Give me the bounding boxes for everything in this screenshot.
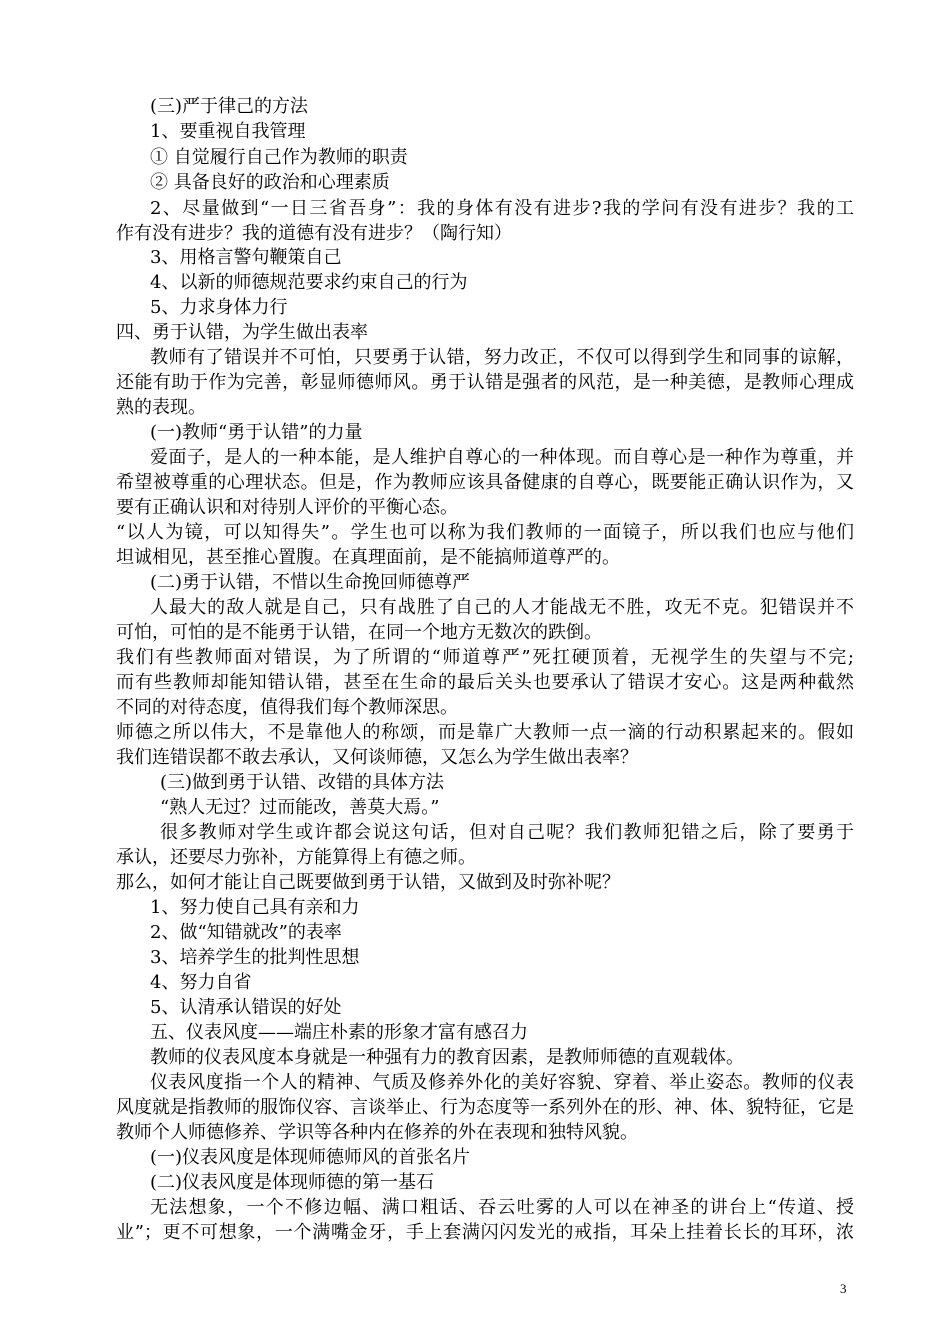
paragraph-line: 我们连错误都不敢去承认，又何谈师德，又怎么为学生做出表率？ (116, 747, 638, 768)
paragraph-line: 仪表风度指一个人的精神、气质及修养外化的美好容貌、穿着、举止姿态。教师的仪表 (150, 1072, 854, 1093)
paragraph-line: 作有没有进步？我的道德有没有进步？（陶行知） (116, 223, 512, 244)
list-item: 3、用格言警句鞭策自己 (150, 247, 342, 268)
paragraph-line: 教师的仪表风度本身就是一种强有力的教育因素，是教师师德的直观载体。 (150, 1047, 744, 1068)
list-item: 2、做“知错就改”的表率 (150, 922, 342, 943)
paragraph-line: 教师有了错误并不可怕，只要勇于认错，努力改正，不仅可以得到学生和同事的谅解， (150, 347, 854, 368)
list-item: 5、力求身体力行 (150, 297, 288, 318)
paragraph-line: 不同的对待态度，值得我们每个教师深思。 (116, 697, 458, 718)
paragraph-line: 我们有些教师面对错误，为了所谓的“师道尊严”死扛硬顶着，无视学生的失望与不完; (116, 647, 854, 668)
paragraph-line: 要有正确认识和对待别人评价的平衡心态。 (116, 497, 458, 518)
section-heading: (三)严于律己的方法 (150, 96, 309, 117)
quote-line: “熟人无过？过而能改，善莫大焉。” (160, 797, 440, 818)
list-item: 3、培养学生的批判性思想 (150, 947, 360, 968)
paragraph-line: 而有些教师却能知错认错，甚至在生命的最后关头也要承认了错误才安心。这是两种截然 (116, 672, 854, 693)
paragraph-line: 师德之所以伟大，不是靠他人的称颂，而是靠广大教师一点一滴的行动积累起来的。假如 (116, 722, 854, 743)
paragraph-line: 爱面子，是人的一种本能，是人维护自尊心的一种体现。而自尊心是一种作为尊重，并 (150, 447, 854, 468)
paragraph-line: 那么，如何才能让自己既要做到勇于认错，又做到及时弥补呢？ (116, 872, 620, 893)
list-item: ① 自觉履行自己作为教师的职责 (150, 147, 408, 168)
paragraph-line: “以人为镜，可以知得失”。学生也可以称为我们教师的一面镜子，所以我们也应与他们 (116, 522, 854, 543)
paragraph-line: 无法想象，一个不修边幅、满口粗话、吞云吐雾的人可以在神圣的讲台上“传道、授 (150, 1197, 854, 1218)
list-item: 5、认清承认错误的好处 (150, 997, 342, 1018)
section-heading: 四、勇于认错，为学生做出表率 (116, 322, 368, 343)
section-heading: 五、仪表风度——端庄朴素的形象才富有感召力 (150, 1022, 528, 1043)
list-item: 1、努力使自己具有亲和力 (150, 897, 360, 918)
paragraph-line: 可怕，可怕的是不能勇于认错，在同一个地方无数次的跌倒。 (116, 622, 602, 643)
paragraph-line: 人最大的敌人就是自己，只有战胜了自己的人才能战无不胜，攻无不克。犯错误并不 (150, 597, 854, 618)
list-item: 4、以新的师德规范要求约束自己的行为 (150, 272, 468, 293)
paragraph-line: 熟的表现。 (116, 397, 206, 418)
subsection-heading: (二)仪表风度是体现师德的第一基石 (150, 1172, 435, 1193)
paragraph-line: 很多教师对学生或许都会说这句话，但对自己呢？我们教师犯错之后，除了要勇于 (160, 822, 854, 843)
paragraph-line: 业”；更不可想象，一个满嘴金牙，手上套满闪闪发光的戒指，耳朵上挂着长长的耳环，浓 (116, 1222, 854, 1243)
subsection-heading: (一)仪表风度是体现师德师风的首张名片 (150, 1147, 471, 1168)
subsection-heading: (一)教师“勇于认错”的力量 (150, 422, 363, 443)
paragraph-line: 希望被尊重的心理状态。但是，作为教师应该具备健康的自尊心，既要能正确认识作为，又 (116, 472, 854, 493)
subsection-heading: (二)勇于认错，不惜以生命挽回师德尊严 (150, 572, 471, 593)
list-item: 4、努力自省 (150, 972, 252, 993)
list-item: 1、要重视自我管理 (150, 121, 306, 142)
paragraph-line: 承认，还要尽力弥补，方能算得上有德之师。 (116, 847, 476, 868)
paragraph-line: 风度就是指教师的服饰仪容、言谈举止、行为态度等一系列外在的形、神、体、貌特征，它是 (116, 1097, 854, 1118)
page-number: 3 (840, 1281, 847, 1296)
list-item: ② 具备良好的政治和心理素质 (150, 172, 390, 193)
paragraph-line: 还能有助于作为完善，彰显师德师风。勇于认错是强者的风范，是一种美德，是教师心理成 (116, 372, 854, 393)
subsection-heading: (三)做到勇于认错、改错的具体方法 (160, 772, 445, 793)
paragraph-line: 2、尽量做到“一日三省吾身”：我的身体有没有进步?我的学问有没有进步？我的工 (150, 198, 854, 219)
paragraph-line: 坦诚相见，甚至推心置腹。在真理面前，是不能搞师道尊严的。 (116, 547, 620, 568)
paragraph-line: 教师个人师德修养、学识等各种内在修养的外在表现和独特风貌。 (116, 1122, 638, 1143)
